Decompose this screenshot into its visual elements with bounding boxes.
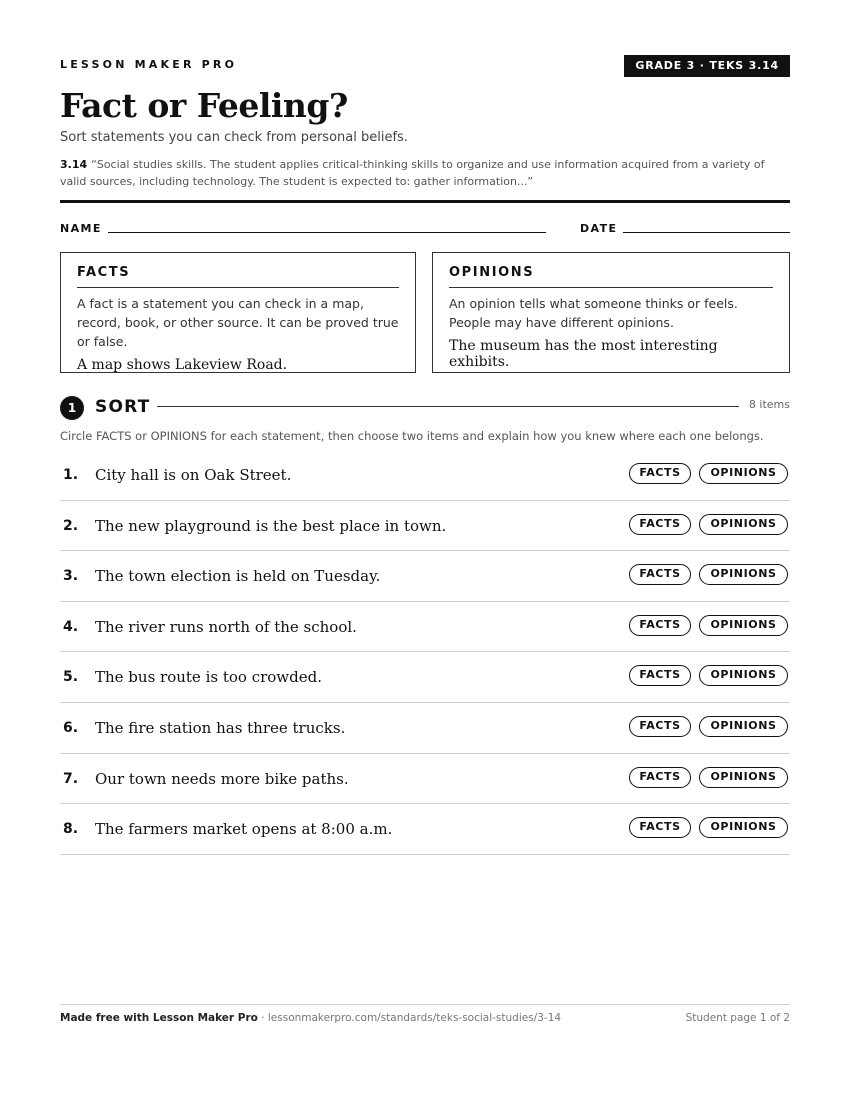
facts-heading: FACTS: [77, 265, 399, 288]
standard-description: [60, 156, 790, 190]
statement-row: [60, 754, 790, 805]
statement-row: [60, 551, 790, 602]
section-instructions: Circle FACTS or OPINIONS for each statement, then choose two items and explain how you knew where each one belongs.: [60, 429, 764, 443]
opinions-example: The museum has the most interesting exhibits.: [449, 338, 718, 370]
statement-text: The river runs north of the school.: [95, 617, 357, 636]
grade-badge: GRADE 3 · TEKS 3.14: [624, 55, 790, 77]
statement-row: [60, 652, 790, 703]
name-label: NAME: [60, 222, 102, 235]
statement-text: The bus route is too crowded.: [95, 668, 322, 687]
facts-description: A fact is a statement you can check in a map, record, book, or other source. It can be proved true or false.: [77, 296, 399, 349]
statement-number: 4.: [63, 618, 79, 635]
statement-number: 6.: [63, 719, 79, 736]
statement-row: [60, 450, 790, 501]
opinions-choice[interactable]: OPINIONS: [699, 615, 788, 636]
facts-choice[interactable]: FACTS: [629, 817, 691, 838]
facts-example: A map shows Lakeview Road.: [77, 357, 288, 373]
opinions-choice[interactable]: OPINIONS: [699, 564, 788, 585]
facts-choice[interactable]: FACTS: [629, 615, 691, 636]
opinions-description: An opinion tells what someone thinks or feels. People may have different opinions.: [449, 296, 738, 330]
header-divider: [60, 200, 790, 203]
section-title: SORT: [95, 397, 151, 417]
page-subtitle: Sort statements you can check from personal beliefs.: [60, 130, 408, 145]
footer-divider: [60, 1004, 790, 1005]
statement-row: [60, 501, 790, 552]
statement-number: 1.: [63, 467, 79, 483]
footer-url[interactable]: · lessonmakerpro.com/standards/teks-social-studies/3-14: [257, 1012, 562, 1024]
statement-text: The farmers market opens at 8:00 a.m.: [95, 820, 393, 839]
opinions-choice[interactable]: OPINIONS: [699, 514, 788, 535]
facts-choice[interactable]: FACTS: [629, 665, 691, 686]
statement-row: [60, 804, 790, 855]
opinions-choice[interactable]: OPINIONS: [699, 817, 788, 838]
item-count: 8 items: [739, 398, 790, 411]
footer-credit: [60, 1012, 561, 1024]
opinions-choice[interactable]: OPINIONS: [699, 665, 788, 686]
facts-definition-box: [60, 252, 416, 373]
page-title: Fact or Feeling?: [60, 86, 348, 125]
statement-text: The town election is held on Tuesday.: [95, 567, 381, 586]
statement-number: 5.: [63, 669, 79, 686]
footer-made-with: Made free with Lesson Maker Pro: [60, 1012, 258, 1024]
opinions-heading: OPINIONS: [449, 265, 773, 288]
opinions-choice[interactable]: OPINIONS: [699, 463, 788, 484]
section-divider: [157, 406, 740, 407]
statement-text: The fire station has three trucks.: [95, 718, 346, 737]
statement-text: The new playground is the best place in town.: [95, 516, 447, 535]
facts-choice[interactable]: FACTS: [629, 514, 691, 535]
footer-page-number: Student page 1 of 2: [685, 1012, 790, 1024]
section-number-badge: 1: [60, 396, 84, 420]
opinions-choice[interactable]: OPINIONS: [699, 716, 788, 737]
statement-text: City hall is on Oak Street.: [95, 466, 292, 484]
name-field[interactable]: [108, 232, 546, 233]
worksheet-page: [60, 0, 790, 1100]
facts-choice[interactable]: FACTS: [629, 767, 691, 788]
statement-row: [60, 703, 790, 754]
statement-number: 2.: [63, 517, 79, 534]
standard-text: “Social studies skills. The student applies critical-thinking skills to organize and use information acquired from a variety of valid sources, including technology. The student is expected to: gather information...”: [60, 158, 765, 188]
brand-name: LESSON MAKER PRO: [60, 58, 238, 71]
statement-row: [60, 602, 790, 653]
facts-choice[interactable]: FACTS: [629, 564, 691, 585]
standard-code: 3.14: [60, 158, 88, 171]
statement-number: 7.: [63, 770, 79, 787]
statement-number: 3.: [63, 568, 79, 585]
facts-choice[interactable]: FACTS: [629, 463, 691, 484]
opinions-definition-box: [432, 252, 790, 373]
statement-number: 8.: [63, 821, 79, 838]
facts-choice[interactable]: FACTS: [629, 716, 691, 737]
opinions-choice[interactable]: OPINIONS: [699, 767, 788, 788]
date-field[interactable]: [623, 232, 790, 233]
date-label: DATE: [580, 222, 618, 235]
statement-text: Our town needs more bike paths.: [95, 769, 349, 788]
statement-list: [60, 450, 790, 855]
